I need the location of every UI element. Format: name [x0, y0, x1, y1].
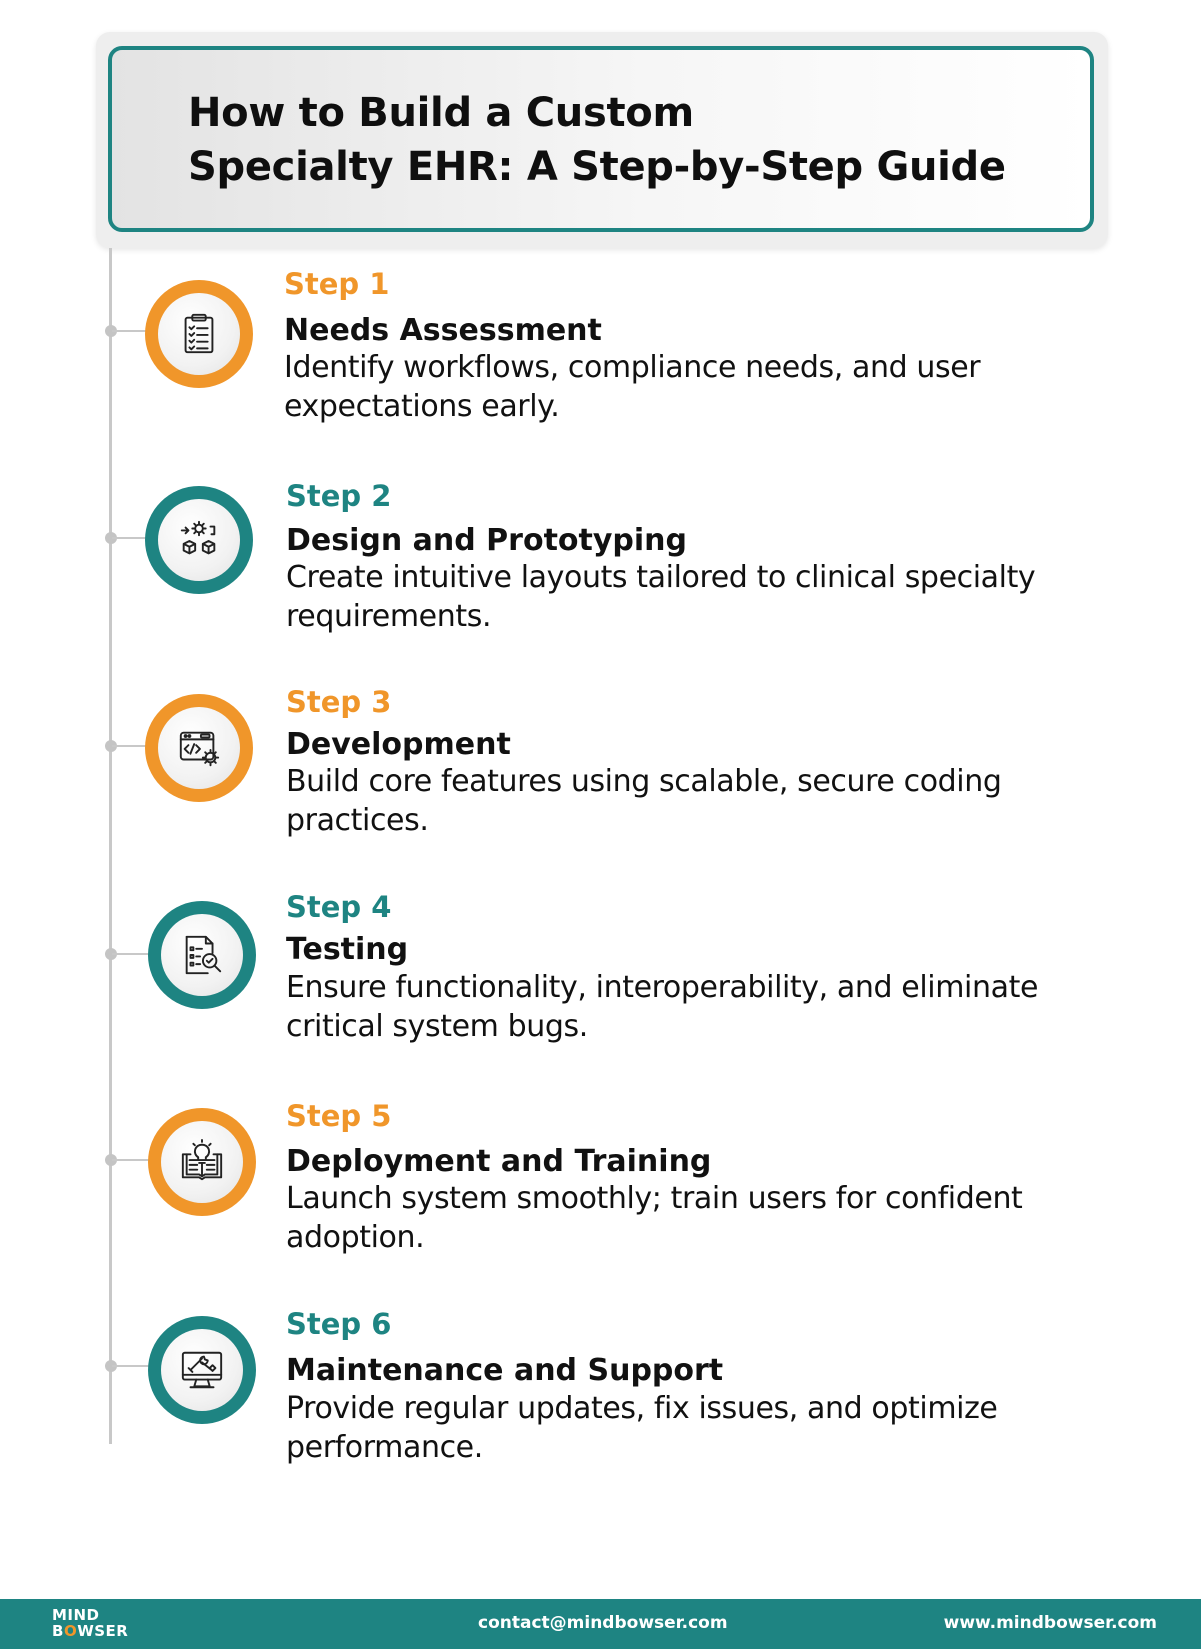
step-title: Maintenance and Support	[286, 1353, 724, 1388]
prototype-gears-icon	[176, 517, 222, 563]
step-icon-badge	[161, 914, 243, 996]
step-description-line: practices.	[286, 803, 429, 838]
book-lightbulb-icon	[179, 1139, 225, 1185]
step-icon-badge	[158, 293, 240, 375]
clipboard-checklist-icon	[176, 311, 222, 357]
step-description-line: adoption.	[286, 1220, 425, 1255]
step-label: Step 2	[286, 479, 392, 513]
step-description-line: expectations early.	[284, 389, 560, 424]
website-link[interactable]: www.mindbowser.com	[943, 1613, 1157, 1633]
step-icon-badge	[161, 1329, 243, 1411]
step-description	[286, 558, 1086, 636]
step-description-line: requirements.	[286, 599, 492, 634]
logo-line-1: MIND	[52, 1606, 100, 1624]
step-icon-ring	[145, 280, 253, 388]
step-icon-badge	[158, 499, 240, 581]
step-description-line: Launch system smoothly; train users for confident	[286, 1181, 1023, 1216]
document-magnifier-icon	[179, 932, 225, 978]
step-icon-ring	[148, 1108, 256, 1216]
mindbowser-logo	[52, 1607, 142, 1641]
step-title: Development	[286, 727, 511, 762]
step-description-line: Build core features using scalable, secure coding	[286, 764, 1002, 799]
step-5	[0, 1099, 1201, 1302]
logo-line-2	[52, 1623, 142, 1639]
step-icon-ring	[148, 1316, 256, 1424]
step-icon-ring	[148, 901, 256, 1009]
step-1	[0, 267, 1201, 470]
code-window-gear-icon	[176, 725, 222, 771]
step-icon-badge	[161, 1121, 243, 1203]
monitor-tools-icon	[179, 1347, 225, 1393]
step-label: Step 3	[286, 685, 392, 719]
step-title: Design and Prototyping	[286, 523, 688, 558]
step-2	[0, 478, 1201, 678]
logo-letter: B	[52, 1622, 64, 1640]
step-title: Deployment and Training	[286, 1144, 712, 1179]
step-label: Step 5	[286, 1099, 392, 1133]
step-title: Testing	[286, 932, 409, 967]
step-description-line: Identify workflows, compliance needs, and user	[284, 350, 981, 385]
page-title-line-1: How to Build a Custom	[188, 90, 694, 136]
step-icon-ring	[145, 694, 253, 802]
logo-accent-letter: O	[63, 1622, 78, 1640]
page-title	[188, 86, 1068, 194]
step-description	[286, 968, 1086, 1046]
step-label: Step 6	[286, 1307, 392, 1341]
step-description-line: Provide regular updates, fix issues, and optimize	[286, 1391, 998, 1426]
step-title: Needs Assessment	[284, 313, 602, 348]
footer-bar	[0, 1599, 1201, 1649]
logo-letters: WSER	[77, 1622, 129, 1640]
step-label: Step 4	[286, 890, 392, 924]
step-label: Step 1	[284, 267, 390, 301]
step-description	[284, 348, 1084, 426]
header-card	[108, 46, 1094, 232]
step-6	[0, 1307, 1201, 1510]
step-icon-ring	[145, 486, 253, 594]
step-description	[286, 1389, 1086, 1467]
step-description-line: Ensure functionality, interoperability, and eliminate	[286, 970, 1039, 1005]
step-description	[286, 1179, 1086, 1257]
step-3	[0, 686, 1201, 886]
page-title-line-2: Specialty EHR: A Step-by-Step Guide	[188, 144, 1006, 190]
step-4	[0, 890, 1201, 1093]
step-description-line: performance.	[286, 1430, 483, 1465]
step-description-line: Create intuitive layouts tailored to clinical specialty	[286, 560, 1036, 595]
step-description-line: critical system bugs.	[286, 1009, 588, 1044]
contact-email-link[interactable]: contact@mindbowser.com	[478, 1613, 728, 1633]
step-icon-badge	[158, 707, 240, 789]
step-description	[286, 762, 1086, 840]
